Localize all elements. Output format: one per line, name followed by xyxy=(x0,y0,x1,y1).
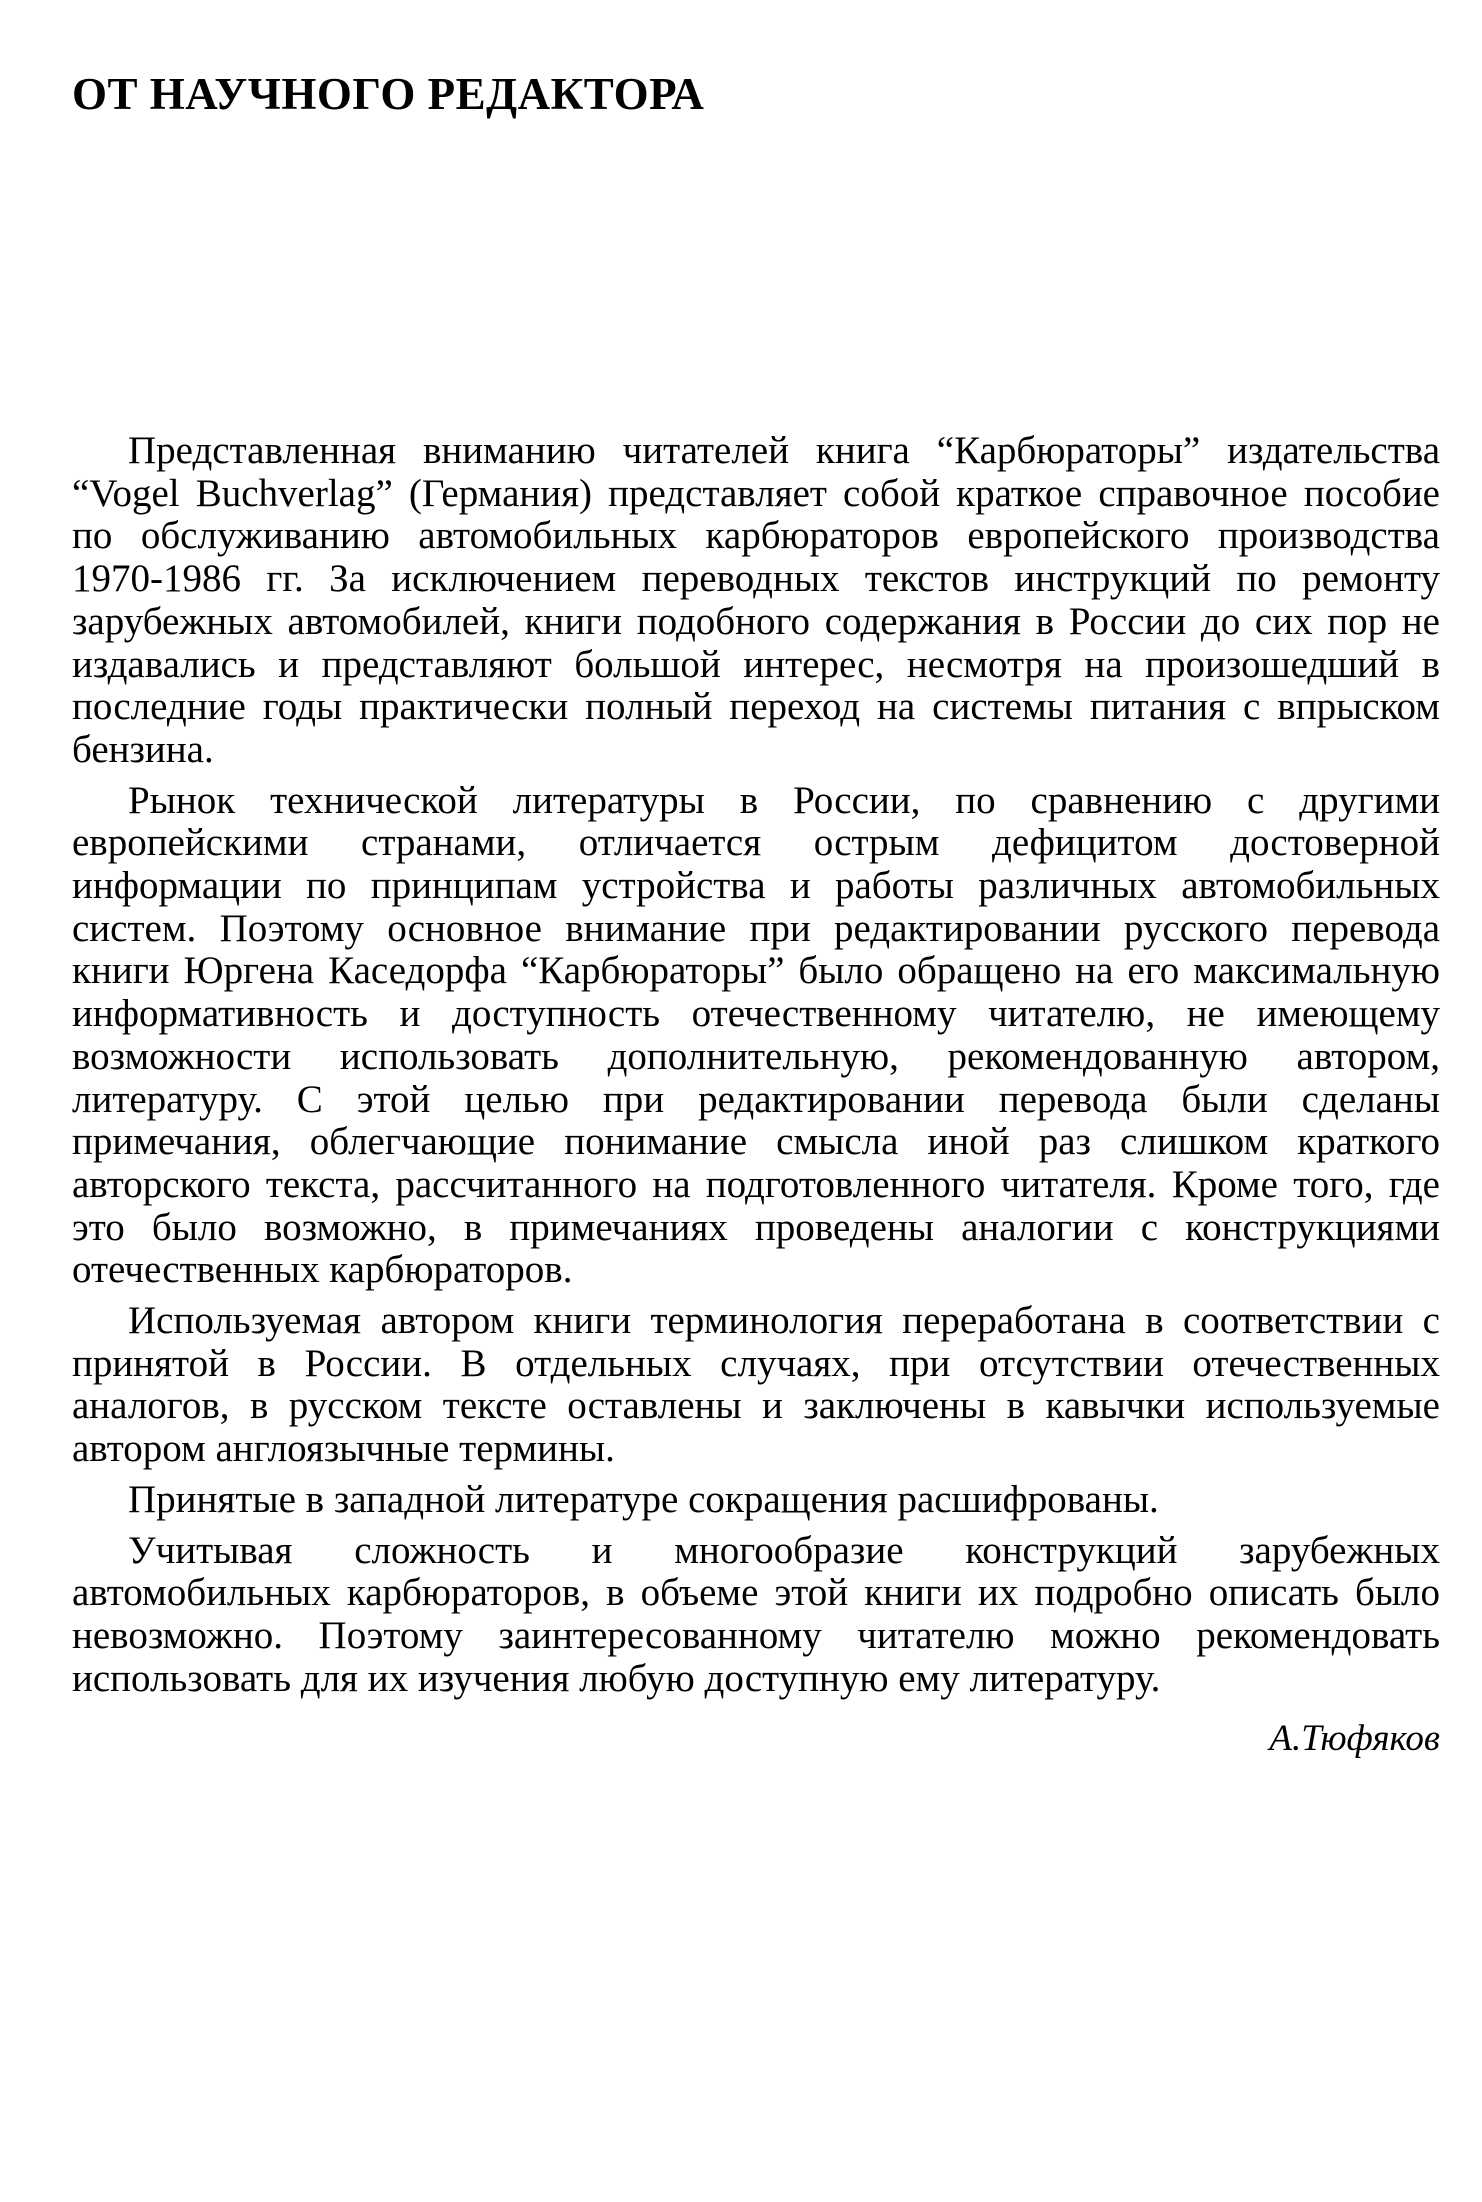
paragraph-recommendation: Учитывая сложность и многообразие конструкций зарубежных автомобильных карбюраторов, в объеме этой книги их подробно описать было невозможно. Поэтому заинтересованному читателю можно рекомендовать использовать для их изучения любую доступную ему литературу. xyxy=(72,1528,1440,1700)
signature: А.Тюфяков xyxy=(1269,1718,1440,1759)
paragraph-abbreviations: Принятые в западной литературе сокращения расшифрованы. xyxy=(128,1477,1159,1521)
paragraph-terminology: Используемая автором книги терминология переработана в соответствии с принятой в России. В отдельных случаях, при отсутствии отечественных аналогов, в русском тексте оставлены и заключены в кавычки используемые автором англоязычные термины. xyxy=(72,1299,1440,1471)
body-text xyxy=(72,430,1440,1708)
page-title: ОТ НАУЧНОГО РЕДАКТОРА xyxy=(72,69,705,119)
paragraph-market: Рынок технической литературы в России, по сравнению с другими европейскими странами, отличается острым дефицитом достоверной информации по принципам устройства и работы различных автомобильных систем. Поэтому основное внимание при редактировании русского перевода книги Юргена Каседорфа “Карбюраторы” было обращено на его максимальную информативность и доступность отечественному читателю, не имеющему возможности использовать дополнительную, рекомендованную автором, литературу. С этой целью при редактировании перевода были сделаны примечания, облегчающие понимание смысла иной раз слишком краткого авторского текста, рассчитанного на подготовленного читателя. Кроме того, где это было возможно, в примечаниях проведены аналогии с конструкциями отечественных карбюраторов. xyxy=(72,778,1440,1292)
paragraph-intro: Представленная вниманию читателей книга “Карбюраторы” издательства “Vogel Buchverlag” (Германия) представляет собой краткое справочное пособие по обслуживанию автомобильных карбюраторов европейского производства 1970-1986 гг. За исключением переводных текстов инструкций по ремонту зарубежных автомобилей, книги подобного содержания в России до сих пор не издавались и представляют большой интерес, несмотря на произошедший в последние годы практически полный переход на системы питания с впрыском бензина. xyxy=(72,429,1440,771)
